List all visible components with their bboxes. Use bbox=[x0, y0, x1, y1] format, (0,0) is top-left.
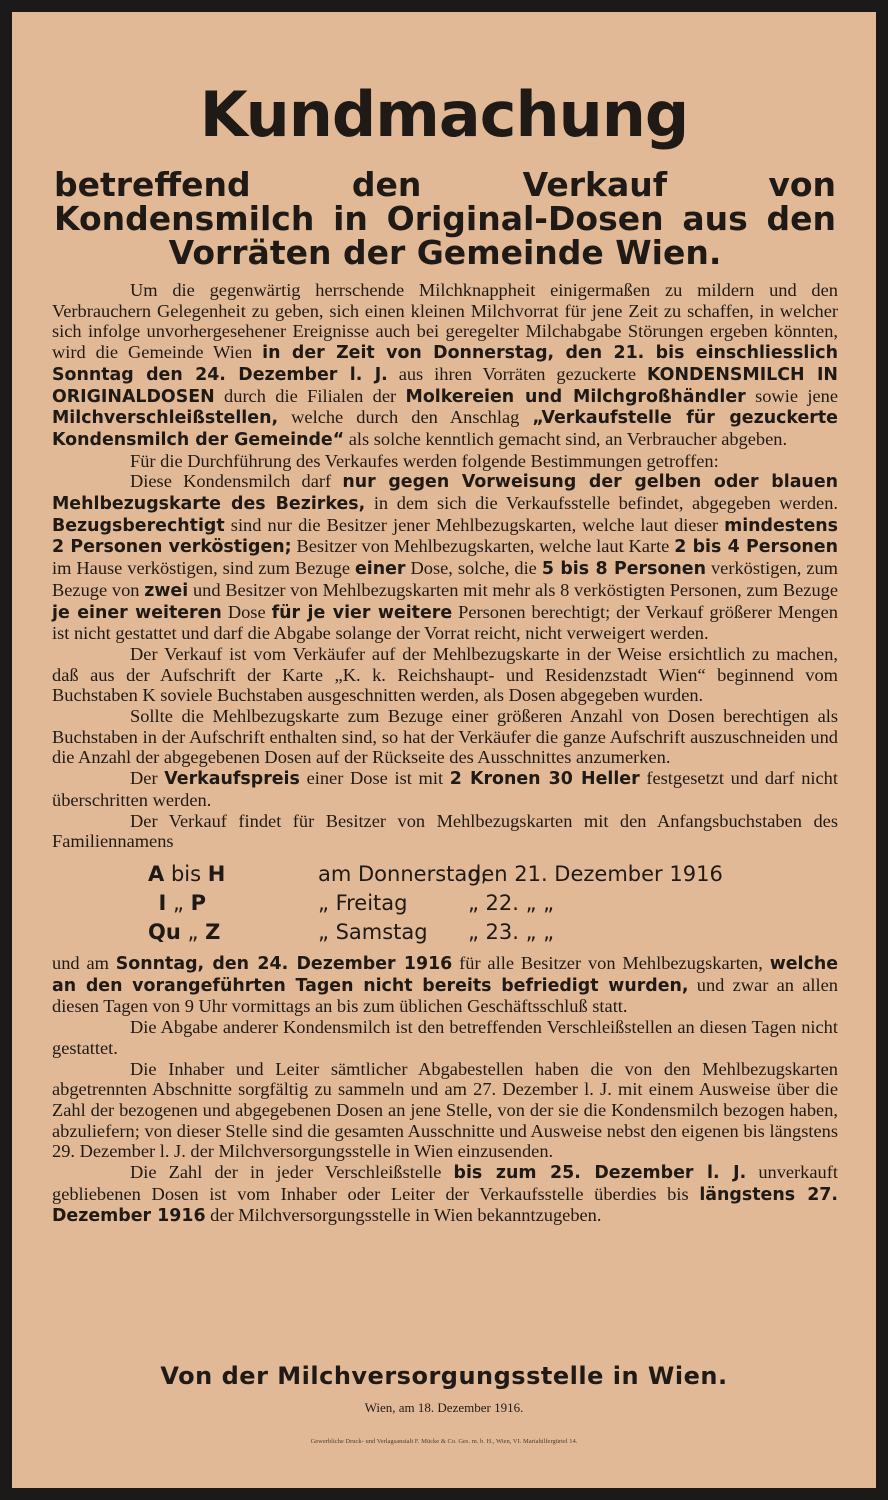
printer-imprint: Gewerbliche Druck- und Verlagsanstalt F. Mücke & Co. Ges. m. b. H., Wien, VI. Mariahilfergürtel 14. bbox=[310, 1438, 578, 1445]
poster-sheet bbox=[12, 12, 876, 1488]
schedule-row: I „ P „ Freitag „ 22. „ „ bbox=[158, 890, 555, 915]
paragraph-unsold: Die Zahl der in jeder Verschleißstelle bis zum 25. Dezember l. J. unverkauft gebliebenen Dosen ist vom Inhaber oder Leiter der Verkaufsstelle überdies bis längstens 27. Dezember 1916 der Milchversorgungsstelle in Wien bekanntzugeben. bbox=[52, 1162, 838, 1227]
paragraph-sunday: und am Sonntag, den 24. Dezember 1916 für alle Besitzer von Mehlbezugskarten, welche an den vorangeführten Tagen nicht bereits befriedigt wurden, und zwar an allen diesen Tagen von 9 Uhr vormittags an bis zum üblichen Geschäftsschluß statt. bbox=[52, 952, 838, 1017]
paragraph-eligibility: Diese Kondensmilch darf nur gegen Vorweisung der gelben oder blauen Mehlbezugskarte des Bezirkes, in dem sich die Verkaufsstelle befindet, abgegeben werden. Bezugsberechtigt sind nur die Besitzer jener Mehlbezugskarten, welche laut dieser mindestens 2 Personen verköstigen; Besitzer von Mehlbezugskarten, welche laut Karte 2 bis 4 Personen im Hause verköstigen, sind zum Bezuge einer Dose, solche, die 5 bis 8 Personen verköstigen, zum Bezuge von zwei und Besitzer von Mehlbezugskarten mit mehr als 8 verköstigten Personen, zum Bezuge je einer weiteren Dose für je vier weitere Personen berechtigt; der Verkauf größerer Mengen ist nicht gestattet und darf die Abgabe solange der Vorrat reicht, nicht verweigert werden. bbox=[52, 471, 838, 644]
issuer-signature: Von der Milchversorgungsstelle in Wien. bbox=[160, 1362, 728, 1390]
schedule-row: Qu „ Z „ Samstag „ 23. „ „ bbox=[148, 919, 555, 944]
place-date: Wien, am 18. Dezember 1916. bbox=[364, 1400, 524, 1415]
paragraph-provisions: Für die Durchführung des Verkaufes werden folgende Bestimmungen getroffen: bbox=[130, 450, 719, 471]
paragraph-card-marking: Der Verkauf ist vom Verkäufer auf der Mehlbezugskarte in der Weise ersichtlich zu machen, daß aus der Aufschrift der Karte „K. k. Reichshaupt- und Residenzstadt Wien“ beginnend vom Buchstaben K soviele Buchstaben ausgeschnitten werden, als Dosen abgegeben wurden. bbox=[52, 643, 838, 706]
sale-schedule bbox=[148, 860, 838, 947]
paragraph-intro: Um die gegenwärtig herrschende Milchknappheit einigermaßen zu mildern und den Verbrauchern Gelegenheit zu geben, sich einen kleinen Milchvorrat für jene Zeit zu schaffen, in welcher sich infolge unvorhergesehener Ereignisse auch bei geregelter Milchabgabe Störungen ergeben könnten, wird die Gemeinde Wien in der Zeit von Donnerstag, den 21. bis einschliesslich Sonntag den 24. Dezember l. J. aus ihren Vorräten gezuckerte KONDENSMILCH IN ORIGINALDOSEN durch die Filialen der Molkereien und Milchgroßhändler sowie jene Milchverschleißstellen, welche durch den Anschlag „Verkaufstelle für gezuckerte Kondensmilch der Gemeinde“ als solche kenntlich gemacht sind, an Verbraucher abgeben. bbox=[52, 280, 838, 450]
poster-title: Kundmachung bbox=[199, 78, 689, 151]
paragraph-price: Der Verkaufspreis einer Dose ist mit 2 Kronen 30 Heller festgesetzt und darf nicht überschritten werden. bbox=[52, 768, 838, 810]
poster-body bbox=[52, 280, 838, 1227]
paragraph-collection: Die Inhaber und Leiter sämtlicher Abgabestellen haben die von den Mehlbezugskarten abgetrennten Abschnitte sorgfältig zu sammeln und am 27. Dezember l. J. mit einem Ausweise über die Zahl der bezogenen und abgegebenen Dosen an jene Stelle, von der sie die Kondensmilch bezogen haben, abzuliefern; von dieser Stelle sind die gesamten Ausschnitte und Ausweise nebst den eigenen bis längstens 29. Dezember l. J. der Milchversorgungsstelle in Wien einzusenden. bbox=[52, 1058, 838, 1162]
paragraph-large-quantity: Sollte die Mehlbezugskarte zum Bezuge einer größeren Anzahl von Dosen berechtigen als Buchstaben in der Aufschrift enthalten sind, so hat der Verkäufer die ganze Aufschrift auszuschneiden und die Anzahl der abgegebenen Dosen auf der Rückseite des Ausschnittes anzumerken. bbox=[52, 706, 838, 768]
poster-subtitle: betreffend den Verkauf von Kondensmilch in Original-Dosen aus den Vorräten der Gemeinde Wien. bbox=[54, 165, 836, 272]
paragraph-schedule-intro: Der Verkauf findet für Besitzer von Mehlbezugskarten mit den Anfangsbuchstaben des Familiennamens bbox=[52, 810, 838, 852]
schedule-row: A bis H am Donnerstag, den 21. Dezember 1916 bbox=[148, 861, 723, 886]
paragraph-other-milk: Die Abgabe anderer Kondensmilch ist den betreffenden Verschleißstellen an diesen Tagen nicht gestattet. bbox=[52, 1017, 838, 1058]
